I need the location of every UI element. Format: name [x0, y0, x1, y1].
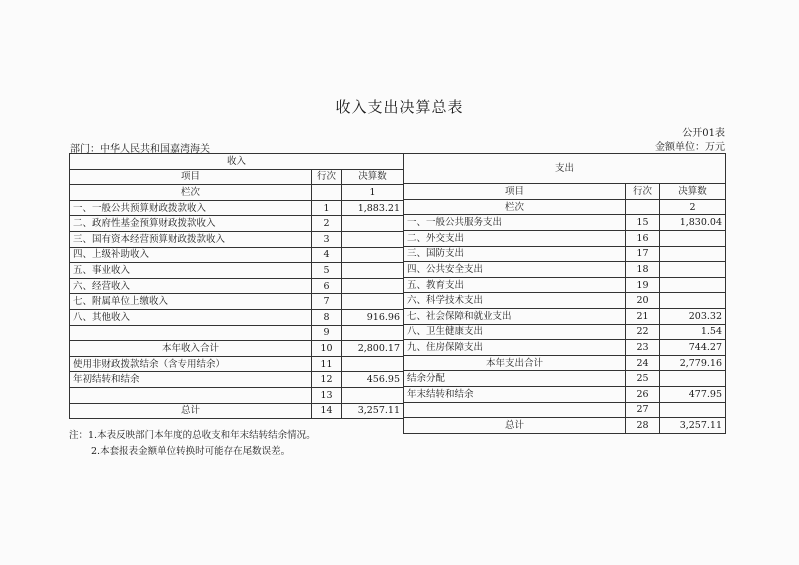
- income-row-line: 12: [312, 372, 342, 388]
- expense-row-line: 25: [626, 371, 660, 387]
- table-row: [404, 418, 726, 434]
- table-row: [70, 247, 404, 263]
- form-code: 公开01表: [682, 128, 725, 139]
- income-row-amount: [342, 325, 404, 341]
- expense-index-num: 2: [660, 199, 726, 215]
- income-index-num: 1: [342, 185, 404, 201]
- income-row-amount: [342, 263, 404, 279]
- expense-row-item: 三、国防支出: [404, 246, 626, 262]
- income-row-item: 三、国有资本经营预算财政拨款收入: [70, 231, 312, 247]
- income-index-label: 栏次: [70, 185, 312, 201]
- income-row-line: 6: [312, 278, 342, 294]
- expense-row-amount: 1.54: [660, 324, 726, 340]
- income-row-amount: [342, 356, 404, 372]
- expense-row-line: 24: [626, 355, 660, 371]
- table-row: [404, 324, 726, 340]
- expense-row-line: 21: [626, 308, 660, 324]
- expense-col-amount: 决算数: [660, 184, 726, 200]
- income-section-header: 收入: [70, 154, 404, 170]
- table-row: [404, 340, 726, 356]
- footnotes: [69, 428, 316, 460]
- table-row: [404, 293, 726, 309]
- income-row-amount: 456.95: [342, 372, 404, 388]
- income-row-item: 一、一般公共预算财政拨款收入: [70, 200, 312, 216]
- income-row-item: 二、政府性基金预算财政拨款收入: [70, 216, 312, 232]
- income-row-amount: 3,257.11: [342, 403, 404, 419]
- table-row: [70, 309, 404, 325]
- income-row-line: 2: [312, 216, 342, 232]
- summary-table: [69, 153, 725, 431]
- income-row-amount: [342, 247, 404, 263]
- income-row-item: 年初结转和结余: [70, 372, 312, 388]
- table-row: [70, 294, 404, 310]
- income-row-line: 5: [312, 263, 342, 279]
- expense-row-amount: [660, 246, 726, 262]
- table-row: [404, 215, 726, 231]
- expense-index-label: 栏次: [404, 199, 626, 215]
- income-row-line: 13: [312, 387, 342, 403]
- income-row-line: 4: [312, 247, 342, 263]
- expense-section-header: 支出: [404, 154, 726, 184]
- expense-table: [403, 153, 725, 431]
- income-row-item: 本年收入合计: [70, 341, 312, 357]
- income-row-amount: [342, 294, 404, 310]
- income-row-item: 八、其他收入: [70, 309, 312, 325]
- income-col-item: 项目: [70, 169, 312, 185]
- table-row: [404, 371, 726, 387]
- footnote-2: 2.本套报表金额单位转换时可能存在尾数误差。: [91, 446, 291, 457]
- table-row: [70, 387, 404, 403]
- income-col-amount: 决算数: [342, 169, 404, 185]
- table-row: [404, 262, 726, 278]
- table-row: [70, 231, 404, 247]
- income-row-line: 3: [312, 231, 342, 247]
- table-row: [404, 277, 726, 293]
- expense-row-amount: 477.95: [660, 386, 726, 402]
- expense-row-amount: 744.27: [660, 340, 726, 356]
- income-row-line: 9: [312, 325, 342, 341]
- income-row-amount: [342, 216, 404, 232]
- expense-row-item: 本年支出合计: [404, 355, 626, 371]
- income-row-line: 11: [312, 356, 342, 372]
- income-table: [69, 153, 403, 417]
- amount-unit: 金额单位：万元: [655, 142, 725, 153]
- expense-row-line: 17: [626, 246, 660, 262]
- expense-row-item: 四、公共安全支出: [404, 262, 626, 278]
- expense-row-amount: [660, 402, 726, 418]
- expense-row-amount: [660, 371, 726, 387]
- table-row: [404, 355, 726, 371]
- income-row-item: 五、事业收入: [70, 263, 312, 279]
- expense-row-amount: [660, 277, 726, 293]
- expense-row-line: 18: [626, 262, 660, 278]
- income-row-amount: 1,883.21: [342, 200, 404, 216]
- expense-row-amount: 1,830.04: [660, 215, 726, 231]
- expense-row-item: [404, 402, 626, 418]
- income-row-amount: [342, 231, 404, 247]
- expense-row-item: 一、一般公共服务支出: [404, 215, 626, 231]
- table-row: [404, 402, 726, 418]
- expense-row-item: 年末结转和结余: [404, 386, 626, 402]
- expense-row-amount: 203.32: [660, 308, 726, 324]
- income-row-item: 使用非财政拨款结余（含专用结余）: [70, 356, 312, 372]
- expense-row-amount: 3,257.11: [660, 418, 726, 434]
- table-row: [70, 278, 404, 294]
- table-row: [404, 246, 726, 262]
- income-col-line: 行次: [312, 169, 342, 185]
- income-row-item: 六、经营收入: [70, 278, 312, 294]
- table-row: [70, 200, 404, 216]
- income-row-amount: 2,800.17: [342, 341, 404, 357]
- page-title: 收入支出决算总表: [335, 98, 464, 116]
- expense-row-line: 27: [626, 402, 660, 418]
- table-row: [404, 308, 726, 324]
- table-row: [70, 403, 404, 419]
- expense-row-item: 五、教育支出: [404, 277, 626, 293]
- expense-index-blank: [626, 199, 660, 215]
- expense-row-line: 26: [626, 386, 660, 402]
- form-meta: [655, 127, 725, 155]
- expense-row-line: 19: [626, 277, 660, 293]
- income-row-amount: [342, 278, 404, 294]
- income-row-line: 10: [312, 341, 342, 357]
- expense-index-row: [404, 199, 726, 215]
- table-row: [404, 230, 726, 246]
- table-row: [404, 386, 726, 402]
- expense-row-item: 七、社会保障和就业支出: [404, 308, 626, 324]
- table-row: [70, 263, 404, 279]
- income-row-item: 七、附属单位上缴收入: [70, 294, 312, 310]
- income-row-line: 1: [312, 200, 342, 216]
- income-row-amount: 916.96: [342, 309, 404, 325]
- income-row-line: 7: [312, 294, 342, 310]
- expense-row-item: 结余分配: [404, 371, 626, 387]
- income-row-amount: [342, 387, 404, 403]
- expense-row-amount: 2,779.16: [660, 355, 726, 371]
- income-row-line: 14: [312, 403, 342, 419]
- expense-row-item: 总计: [404, 418, 626, 434]
- income-row-item: [70, 387, 312, 403]
- expense-row-amount: [660, 230, 726, 246]
- expense-row-line: 28: [626, 418, 660, 434]
- income-row-line: 8: [312, 309, 342, 325]
- expense-row-line: 15: [626, 215, 660, 231]
- income-index-blank: [312, 185, 342, 201]
- expense-row-line: 20: [626, 293, 660, 309]
- expense-row-item: 二、外交支出: [404, 230, 626, 246]
- expense-col-line: 行次: [626, 184, 660, 200]
- income-row-item: 总计: [70, 403, 312, 419]
- expense-row-amount: [660, 262, 726, 278]
- expense-row-line: 23: [626, 340, 660, 356]
- income-row-item: [70, 325, 312, 341]
- table-row: [70, 325, 404, 341]
- expense-row-item: 八、卫生健康支出: [404, 324, 626, 340]
- expense-row-line: 16: [626, 230, 660, 246]
- table-row: [70, 372, 404, 388]
- table-row: [70, 341, 404, 357]
- income-row-item: 四、上级补助收入: [70, 247, 312, 263]
- department-label: 部门：中华人民共和国嘉湾海关: [70, 144, 210, 155]
- expense-row-item: 九、住房保障支出: [404, 340, 626, 356]
- table-row: [70, 356, 404, 372]
- expense-row-amount: [660, 293, 726, 309]
- expense-row-line: 22: [626, 324, 660, 340]
- expense-col-item: 项目: [404, 184, 626, 200]
- table-row: [70, 216, 404, 232]
- expense-row-item: 六、科学技术支出: [404, 293, 626, 309]
- footnote-1: 注：1.本表反映部门本年度的总收支和年末结转结余情况。: [69, 430, 316, 441]
